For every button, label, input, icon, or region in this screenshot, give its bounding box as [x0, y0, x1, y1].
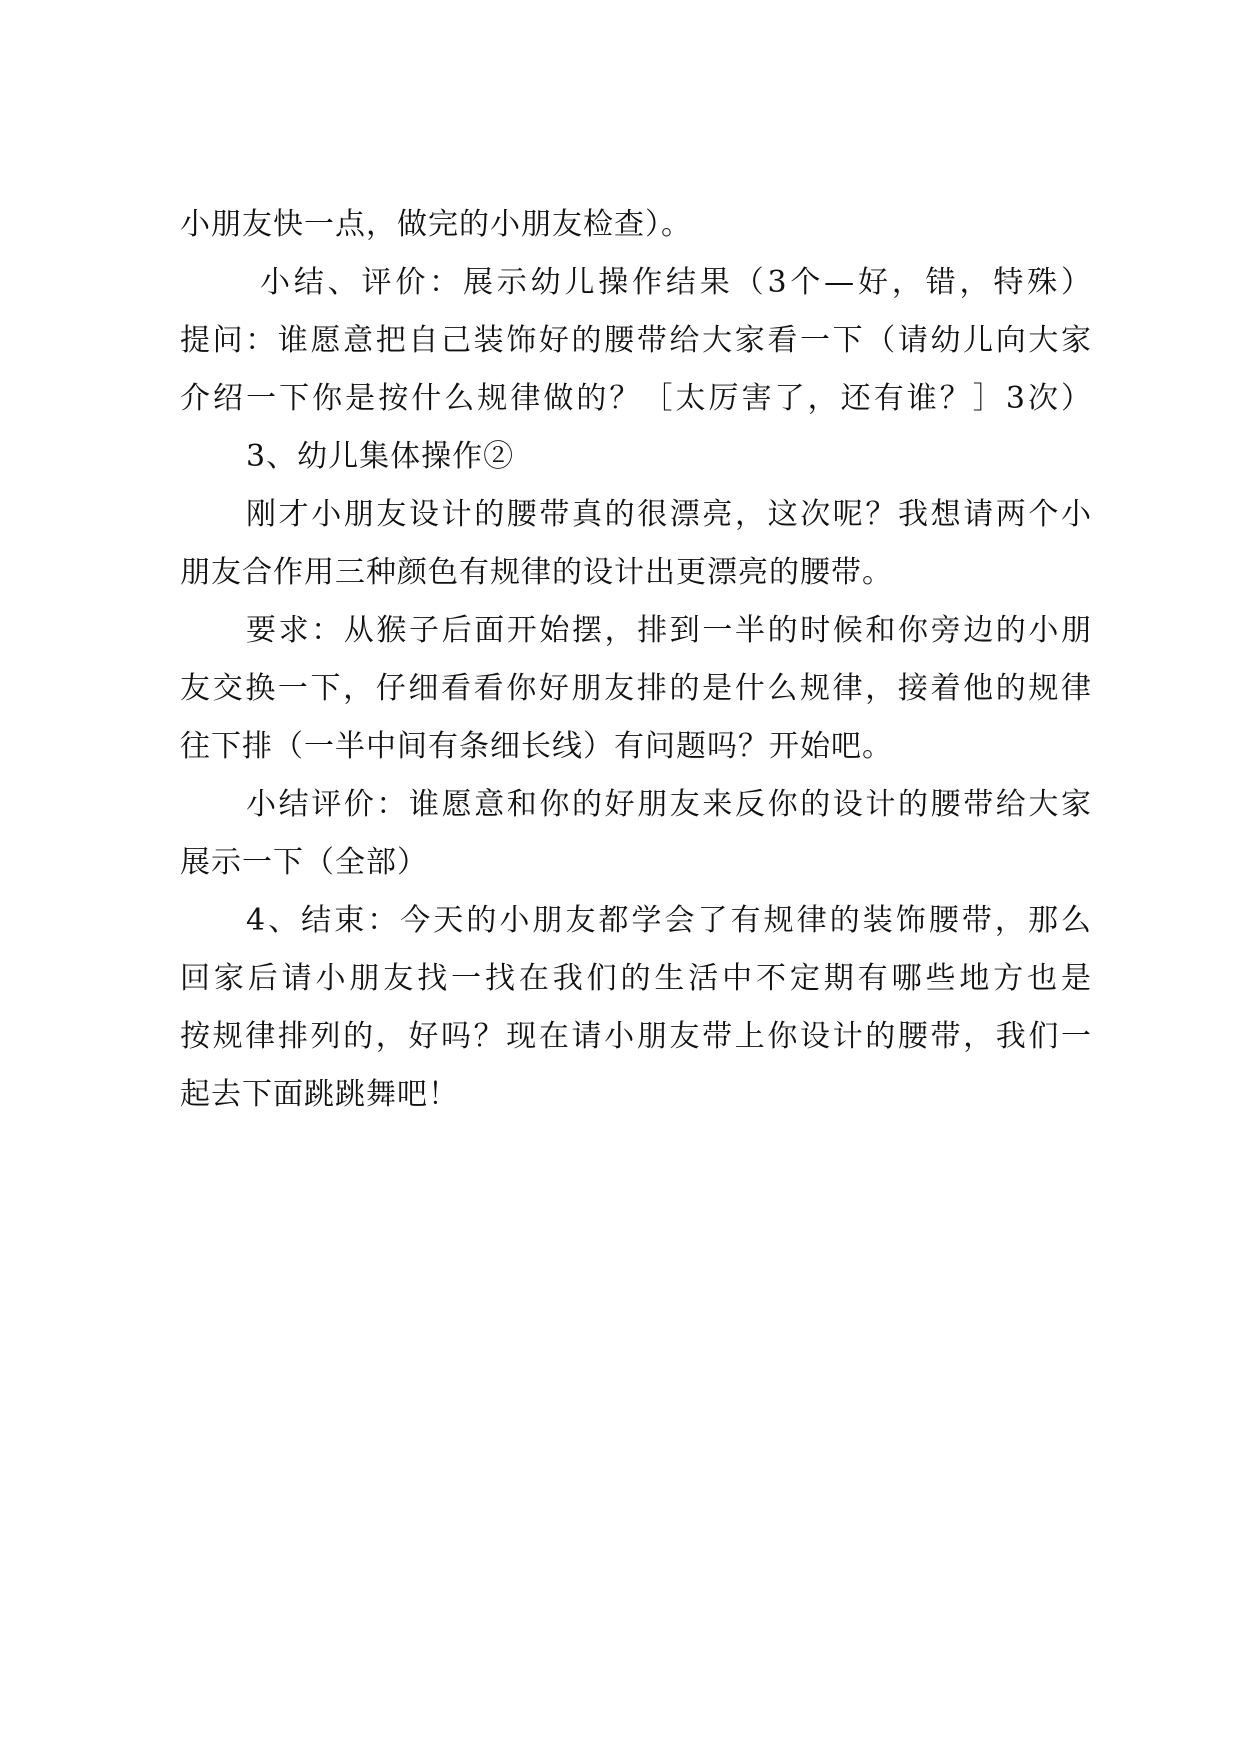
- text-line: 要求：从猴子后面开始摆，排到一半的时候和你旁边的小朋: [246, 613, 1092, 648]
- text-line: 回家后请小朋友找一找在我们的生活中不定期有哪些地方也是: [180, 961, 1092, 996]
- text-line: 介绍一下你是按什么规律做的？［太厉害了，还有谁？］3次）: [180, 381, 1092, 416]
- section-heading: 4、结束：今天的小朋友都学会了有规律的装饰腰带，那么: [246, 903, 1092, 938]
- section-heading: 3、幼儿集体操作②: [246, 439, 515, 474]
- document-body: [180, 196, 1092, 1124]
- text-line: 小结、评价：展示幼儿操作结果（3个—好，错，特殊）: [260, 265, 1092, 300]
- text-line: 展示一下（全部）: [180, 845, 428, 880]
- text-line: 往下排（一半中间有条细长线）有问题吗？开始吧。: [180, 729, 893, 764]
- text-line: 朋友合作用三种颜色有规律的设计出更漂亮的腰带。: [180, 555, 893, 590]
- text-line: 刚才小朋友设计的腰带真的很漂亮，这次呢？我想请两个小: [246, 497, 1092, 532]
- text-line: 友交换一下，仔细看看你好朋友排的是什么规律，接着他的规律: [180, 671, 1092, 706]
- text-line: 按规律排列的，好吗？现在请小朋友带上你设计的腰带，我们一: [180, 1019, 1092, 1054]
- text-line: 小结评价：谁愿意和你的好朋友来反你的设计的腰带给大家: [246, 787, 1092, 822]
- text-line: 起去下面跳跳舞吧！: [180, 1077, 459, 1112]
- text-line: 提问：谁愿意把自己装饰好的腰带给大家看一下（请幼儿向大家: [180, 323, 1092, 358]
- text-line: 小朋友快一点，做完的小朋友检查）。: [180, 207, 692, 242]
